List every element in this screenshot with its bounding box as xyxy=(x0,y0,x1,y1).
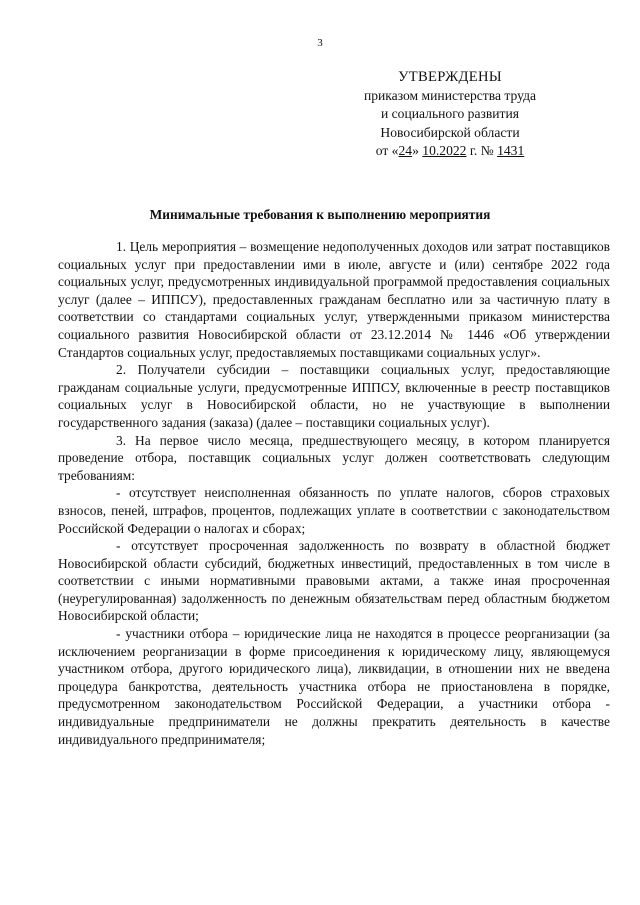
document-body xyxy=(58,238,610,748)
requirement-not-reorganizing: - участники отбора – юридические лица не находятся в процессе реорганизации (за исключением реорганизации в форме присоединения к юридическому лицу, являющемуся участником отбора, другого юридического лица), ликвидации, в отношении них не введена процедура банкротства, деятельность участника отбора не приостановлена в порядке, предусмотренном законодательством Российской Федерации, а участники отбора - индивидуальные предприниматели не должны прекратить деятельность в качестве индивидуального предпринимателя; xyxy=(58,626,610,747)
order-month-year: 10.2022 xyxy=(422,143,467,158)
paragraph-recipients: 2. Получатели субсидии – поставщики социальных услуг, предоставляющие гражданам социальные услуги, предусмотренные ИППСУ, включенные в реестр поставщиков социальных услуг в Новосибирской области, но не участвующие в выполнении государственного задания (заказа) (далее – поставщики социальных услуг). xyxy=(58,362,610,430)
requirement-no-tax-debt: - отсутствует неисполненная обязанность по уплате налогов, сборов страховых взносов, пеней, штрафов, процентов, подлежащих уплате в соответствии с законодательством Российской Федерации о налогах и сборах; xyxy=(58,485,610,536)
paragraph-goal: 1. Цель мероприятия – возмещение недополученных доходов или затрат поставщиков социальных услуг при предоставлении ими в июле, августе и (или) сентябре 2022 года социальных услуг, предусмотренных индивидуальной программой предоставления социальных услуг (далее – ИППСУ), предоставленных гражданам бесплатно или за частичную плату в соответствии со стандартами социальных услуг, утвержденными приказом министерства социального развития Новосибирской области от 23.12.2014 № 1446 «Об утверждении Стандартов социальных услуг, предоставляемых поставщиками социальных услуг». xyxy=(58,239,610,360)
approval-stamp-block xyxy=(330,68,570,161)
page-number: 3 xyxy=(317,37,323,49)
requirement-no-budget-debt: - отсутствует просроченная задолженность по возврату в областной бюджет Новосибирской области субсидий, бюджетных инвестиций, предоставленных в том числе в соответствии с иными нормативными правовыми актами, а также иная просроченная (неурегулированная) задолженность по денежным обязательствам перед областным бюджетом Новосибирской области; xyxy=(58,538,610,624)
approval-order-date xyxy=(330,142,570,161)
order-number: 1431 xyxy=(497,143,525,158)
order-day: 24 xyxy=(398,143,413,158)
order-date-mid: » xyxy=(412,143,423,158)
approval-line-3: Новосибирской области xyxy=(380,124,520,140)
document-title: Минимальные требования к выполнению мероприятия xyxy=(149,207,491,222)
order-date-prefix: от « xyxy=(375,143,399,158)
paragraph-requirements-intro: 3. На первое число месяца, предшествующего месяцу, в котором планируется проведение отбора, поставщик социальных услуг должен соответствовать следующим требованиям: xyxy=(58,432,610,483)
order-date-suffix: г. № xyxy=(466,143,498,158)
approval-title: УТВЕРЖДЕНЫ xyxy=(398,69,502,85)
approval-line-2: и социального развития xyxy=(380,106,520,121)
approval-line-1: приказом министерства труда xyxy=(363,87,537,103)
